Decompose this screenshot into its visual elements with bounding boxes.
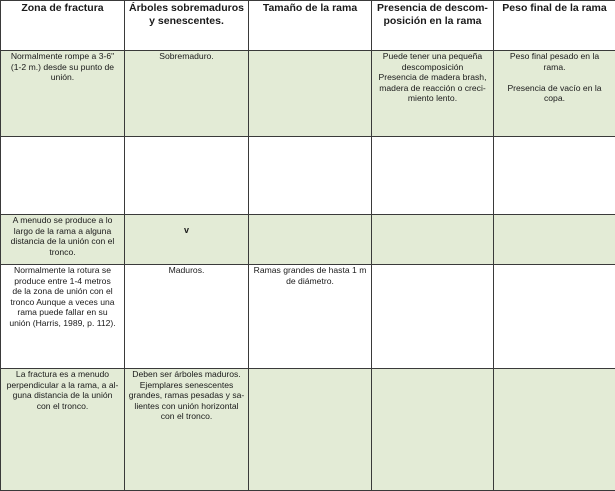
header-arboles: Árboles sobremaduros y senescentes. bbox=[125, 1, 249, 51]
cell bbox=[372, 215, 494, 265]
table-row bbox=[1, 215, 615, 265]
cell bbox=[494, 215, 615, 265]
header-peso: Peso final de la rama bbox=[494, 1, 615, 51]
cell: Deben ser árboles maduros. Ejemplares senescentes grandes, ramas pesadas y sa- lientes con unión horizontal con el tronco. bbox=[125, 369, 249, 491]
cell bbox=[249, 51, 372, 137]
cell: A menudo se produce a lo largo de la rama a alguna distancia de la unión con el tronco. bbox=[1, 215, 125, 265]
header-zona-fractura: Zona de fractura bbox=[1, 1, 125, 51]
cell bbox=[494, 369, 615, 491]
table-row bbox=[1, 369, 615, 491]
cell bbox=[494, 265, 615, 369]
cell: Puede tener una pequeña descomposición Presencia de madera brash, madera de reacción o creci- miento lento. bbox=[372, 51, 494, 137]
table-row bbox=[1, 137, 615, 215]
cell: Normalmente la rotura se produce entre 1-4 metros de la zona de unión con el tronco Aunque a veces una rama puede fallar en su unión (Harris, 1989, p. 112). bbox=[1, 265, 125, 369]
cell bbox=[125, 137, 249, 215]
cell bbox=[125, 215, 249, 265]
cell bbox=[1, 137, 125, 215]
cell: Normalmente rompe a 3-6" (1-2 m.) desde su punto de unión. bbox=[1, 51, 125, 137]
table-row bbox=[1, 265, 615, 369]
header-descomposicion: Presencia de descom- posición en la rama bbox=[372, 1, 494, 51]
cell: Maduros. bbox=[125, 265, 249, 369]
cell bbox=[372, 369, 494, 491]
cell bbox=[372, 137, 494, 215]
cell bbox=[494, 137, 615, 215]
header-row bbox=[1, 1, 615, 51]
cell bbox=[249, 369, 372, 491]
table-row bbox=[1, 51, 615, 137]
cell: Peso final pesado en la rama. Presencia de vacío en la copa. bbox=[494, 51, 615, 137]
check-mark: v bbox=[183, 225, 189, 235]
cell bbox=[249, 137, 372, 215]
cell bbox=[249, 215, 372, 265]
cell: Sobremaduro. bbox=[125, 51, 249, 137]
cell: La fractura es a menudo perpendicular a la rama, a al- guna distancia de la unión con el tronco. bbox=[1, 369, 125, 491]
cell bbox=[372, 265, 494, 369]
header-tamano: Tamaño de la rama bbox=[249, 1, 372, 51]
cell: Ramas grandes de hasta 1 m de diámetro. bbox=[249, 265, 372, 369]
